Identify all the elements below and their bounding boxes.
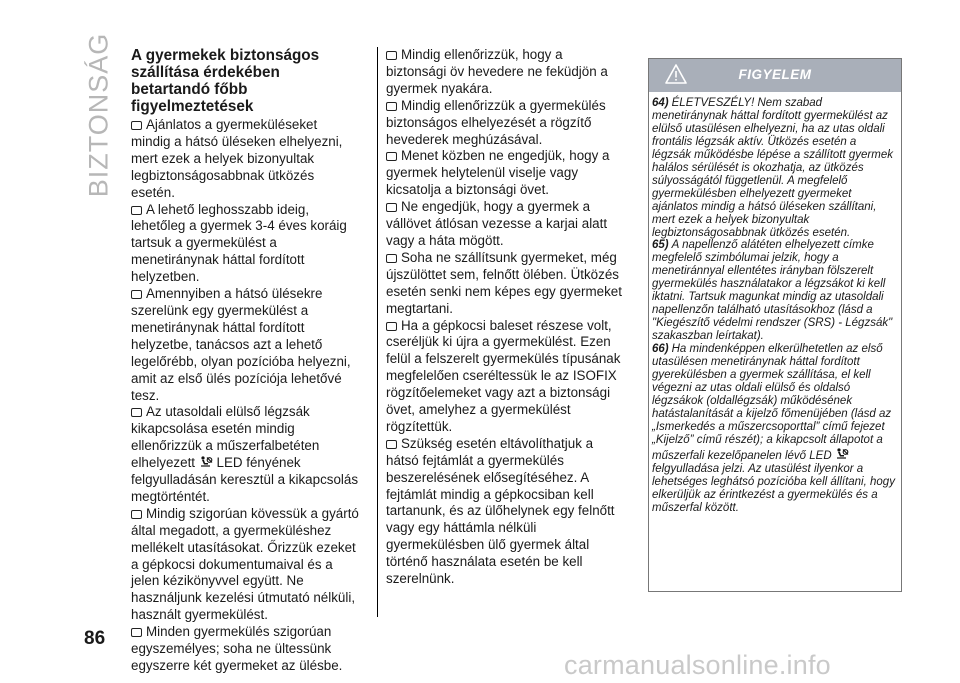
list-item [386,47,626,98]
checkbox-square-icon [131,510,142,519]
checkbox-square-icon [386,203,397,212]
list-item-airbag [131,404,359,505]
warning-item [652,343,897,514]
list-item [386,199,626,250]
warning-header [649,59,901,92]
airbag-off-led-icon [199,455,213,469]
list-item-text: Az utasoldali elülső légzsák kikapcsolása esetén mindig ellenőrizzük a műszerfalbetéten elhelyezett [131,404,320,471]
list-item [386,148,626,199]
warning-item [652,97,897,239]
airbag-off-led-icon [835,447,849,461]
list-item-text: Mindig szigorúan kövessük a gyártó által megadott, a gyermeküléshez mellékelt utasításokat. Őrizzük ezeket a gépkocsi dokumentumaival és a jelen kézikönyvvel együtt. Ne használjunk kezelési útmutató nélküli, használt gyermekülést. [131,505,359,623]
list-item [386,436,626,588]
list-item [131,286,359,404]
warning-body [649,92,901,515]
checkbox-square-icon [386,322,397,331]
list-item-text: Soha ne szállítsunk gyermeket, még újszülöttet sem, felnőtt ölében. Ütközés esetén senki nem képes egy gyermeket megtartani. [386,249,622,316]
column-divider [377,47,378,617]
checkbox-square-icon [386,152,397,161]
list-item-text: A lehető leghosszabb ideig, lehetőleg a gyermek 3-4 éves koráig tartsuk a gyermekülést a menetiránynak háttal fordított helyzetben. [131,201,347,285]
watermark: carmanualsonline.info [564,650,831,680]
list-item-text: Ha a gépkocsi baleset részese volt, cseréljük ki újra a gyermekülést. Ezen felül a felszerelt gyermekülés típusának megfelelően cseréltessük le az ISOFIX rögzítőelemeket vagy azt a biztonsági övet, amelyhez a gyermekülést rögzítettük. [386,317,621,434]
warning-item-number: 64) [652,97,669,109]
list-item [386,250,626,318]
checkbox-square-icon [131,628,142,637]
list-item-text: Ajánlatos a gyermeküléseket mindig a hátsó üléseken elhelyezni, mert ezek a helyek bizonyultak legbiztonságosabbnak ütközés esetén. [131,117,343,200]
list-item [386,98,626,149]
list-item [131,624,359,675]
warning-item-text: A napellenző alátéten elhelyezett címke megfelelő szimbólumai jelzik, hogy a menetiránnyal ellentétes irányban fölszerelt gyermekülés használatakor a légzsákot ki kell iktatni. Tartsuk magunkat mindig az utasoldali napellenzőn található utasításokhoz (lásd a "Kiegészítő védelmi rendszer (SRS) - Légzsák" szakaszban leírtakat). [652,239,893,343]
list-item-text: Mindig ellenőrizzük a gyermekülés biztonságos elhelyezését a rögzítő hevederek meghúzásával. [386,97,606,147]
column-middle [386,47,626,588]
list-item-text: Szükség esetén eltávolíthatjuk a hátsó fejtámlát a gyermekülés beszerelésének elősegítéséhez. A fejtámlát mindig a gépkocsiban kell tartanunk, és az ülőhelynek egy felnőtt vagy egy háttámla nélküli gyermekülésben ülő gyermek által történő használata esetén be kell szerelnünk. [386,435,615,587]
column-left [131,47,359,675]
checkbox-square-icon [386,254,397,263]
list-item [131,202,359,287]
list-item [131,506,359,624]
checkbox-square-icon [131,408,142,417]
list-item-text: LED fényének felgyulladásán keresztül a kikapcsolás megtörténtét. [131,455,359,504]
checkbox-square-icon [131,121,142,130]
list-item-text: Mindig ellenőrizzük, hogy a biztonsági öv hevedere ne feküdjön a gyermek nyakára. [386,47,608,96]
list-item [386,318,626,436]
checkbox-square-icon [131,206,142,215]
warning-box [648,58,902,592]
warning-title: FIGYELEM [738,67,812,82]
section-side-label-text: BIZTONSÁG [83,32,114,198]
page-number: 86 [84,628,106,649]
checkbox-square-icon [386,440,397,449]
warning-item-text: ÉLETVESZÉLY! Nem szabad menetiránynak háttal fordított gyermekülést az elülső utasülésen elhelyezni, ha az utas oldali frontális légzsák aktív. Ütközés esetén a légzsák működésbe lépése a szállított gyermek halálos sérülését is okozhatja, az ütközés súlyosságától függetlenül. A megfelelő gyermekülésben elhelyezett gyermeket ajánlatos mindig a hátsó üléseken szállítani, mert ezek a helyek bizonyultak legbiztonságosabbnak ütközés esetén. [652,97,893,239]
list-item-text: Amennyiben a hátsó ülésekre szerelünk egy gyermekülést a menetiránynak háttal fordított helyzetbe, tanácsos azt a lehető legelőrébb, olyan pozícióba helyezni, amit az első ülés pozíciója lehetővé tesz. [131,286,351,403]
warning-item-text: felgyulladása jelzi. Az utasülést ilyenkor a lehetséges leghátsó pozícióba kell állítani, hogy elkerüljük az érintkezést a gyermekülés és a műszerfal között. [652,462,895,514]
list-item-text: Ne engedjük, hogy a gyermek a vállövet átlósan vezesse a karjai alatt vagy a háta mögött. [386,199,608,248]
list-item-text: Minden gyermekülés szigorúan egyszemélyes; soha ne ültessünk egyszerre két gyermeket az ülésbe. [131,624,343,673]
list-item [131,117,359,202]
list-item-text: Menet közben ne engedjük, hogy a gyermek helytelenül viselje vagy kicsatolja a biztonsági övet. [386,148,610,198]
checkbox-square-icon [131,290,142,299]
warning-item [652,239,897,343]
warning-item-number: 66) [652,343,669,356]
section-heading: A gyermekek biztonságos szállítása érdekében betartandó főbb figyelmeztetések [131,47,320,115]
checkbox-square-icon [386,51,397,60]
warning-item-text: Ha mindenképpen elkerülhetetlen az első utasülésen menetiránynak háttal fordított gyerekülésben a gyermek szállítása, el kell végezni az utas oldali elülső és oldalsó légzsákok (oldallégzsák) működésének hatástalanítását a kijelző főmenüjében (lásd az „Ismerkedés a műszercsoporttal” című fejezet „Kijelző” című részét); a kikapcsolt állapotot a műszerfali kezelőpanelen lévő LED [652,343,892,462]
checkbox-square-icon [386,102,397,111]
section-side-label [84,30,114,200]
warning-item-number: 65) [652,239,669,252]
